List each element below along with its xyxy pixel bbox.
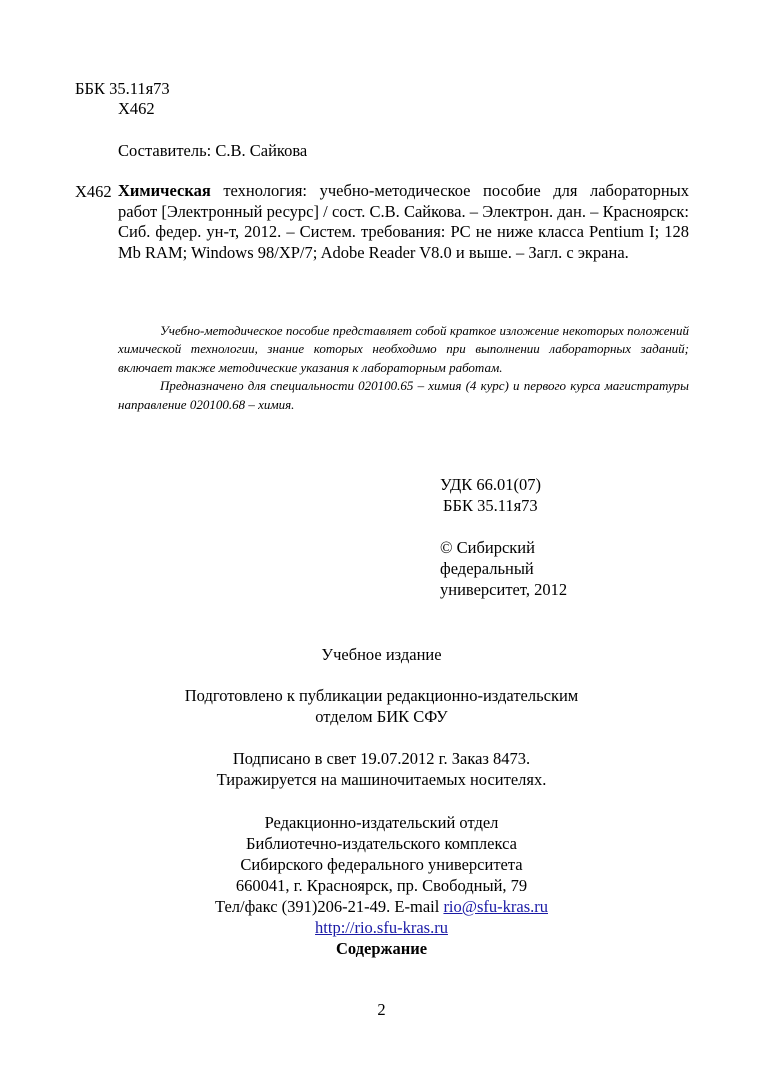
bbk-code-right: ББК 35.11я73 — [443, 496, 538, 515]
contents-heading: Содержание — [335, 939, 428, 958]
annotation — [118, 322, 689, 414]
annotation-paragraph: Учебно-методическое пособие представляет собой краткое изложение некоторых положений химической технологии, знание которых необходимо при выполнении лабораторных заданий; включает также методические указания к лабораторным работам. — [118, 323, 689, 375]
distribution-line: Тиражируется на машиночитаемых носителях. — [216, 770, 547, 789]
email-link[interactable]: rio@sfu-kras.ru — [443, 897, 548, 916]
website-line — [0, 918, 763, 938]
contact-text: Тел/факс (391)206-21-49. E-mail — [215, 897, 444, 916]
author-mark: Х462 — [118, 99, 155, 118]
edition-type: Учебное издание — [321, 645, 442, 664]
copyright-line: федеральный — [440, 559, 534, 578]
copyright-line: университет, 2012 — [440, 580, 568, 599]
entry-code: Х462 — [75, 182, 112, 201]
address-line: 660041, г. Красноярск, пр. Свободный, 79 — [235, 876, 528, 895]
publisher-line: Библиотечно-издательского комплекса — [246, 834, 517, 853]
page-number: 2 — [377, 1000, 386, 1019]
prepared-line: Подготовлено к публикации редакционно-издательским — [184, 686, 579, 705]
prepared-line: отделом БИК СФУ — [315, 707, 448, 726]
website-link[interactable]: http://rio.sfu-kras.ru — [315, 918, 448, 937]
udk-code: УДК 66.01(07) — [440, 475, 542, 494]
entry-text: технология: учебно-методическое пособие для лабораторных работ [Электронный ресурс] / сост. С.В. Сайкова. – Электрон. дан. – Красноярск: Сиб. федер. ун-т, 2012. – Систем. требования: PC не ниже класса Pentium I; 128 Mb RAM; Windows 98/XP/7; Adobe Reader V8.0 и выше. – Загл. с экрана. — [118, 181, 689, 262]
compiler-line: Составитель: С.В. Сайкова — [118, 141, 308, 160]
bbk-code: ББК 35.11я73 — [75, 79, 170, 98]
annotation-paragraph: Предназначено для специальности 020100.65 – химия (4 курс) и первого курса магистратуры направление 020100.68 – химия. — [118, 378, 689, 412]
contact-line — [0, 897, 763, 917]
bibliographic-entry — [118, 181, 689, 263]
publisher-line: Редакционно-издательский отдел — [264, 813, 499, 832]
publisher-line: Сибирского федерального университета — [240, 855, 523, 874]
signed-line: Подписано в свет 19.07.2012 г. Заказ 8473. — [232, 749, 531, 768]
copyright-line: © Сибирский — [440, 538, 535, 557]
entry-title-bold: Химическая — [118, 181, 211, 200]
